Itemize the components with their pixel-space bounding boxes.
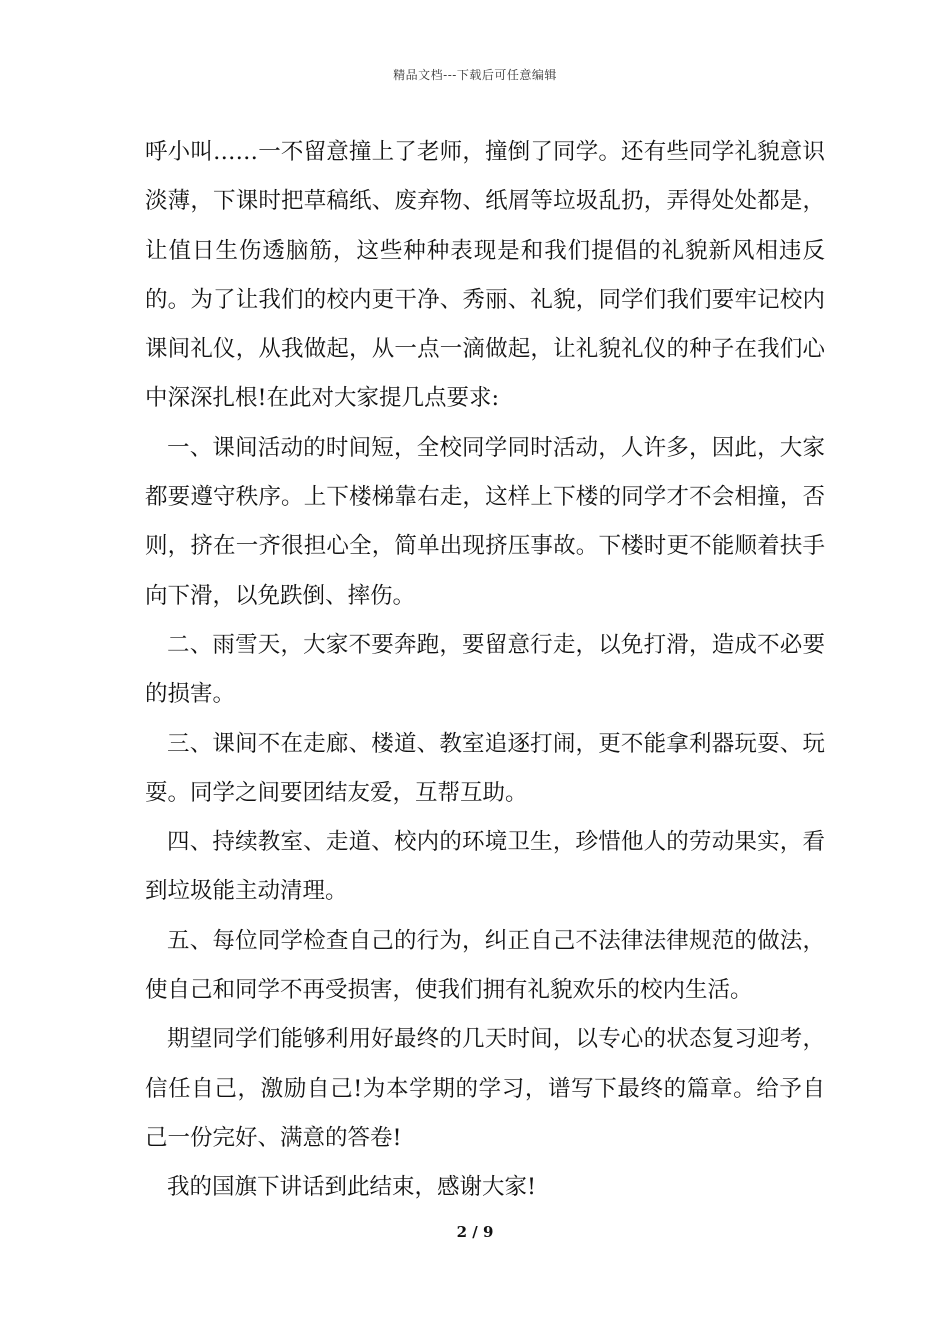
page-number: 2 / 9 [456, 1223, 494, 1241]
page-header: 精品文档---下载后可任意编辑 [393, 68, 557, 82]
paragraph-rule-2: 二、雨雪天，大家不要奔跑，要留意行走，以免打滑，造成不必要的损害。 [145, 631, 825, 708]
document-body [145, 128, 825, 1213]
paragraph-rule-5: 五、每位同学检查自己的行为，纠正自己不法律法律规范的做法，使自己和同学不再受损害，使我们拥有礼貌欢乐的校内生活。 [145, 927, 825, 1004]
paragraph-rule-1: 一、课间活动的时间短，全校同学同时活动，人许多，因此，大家都要遵守秩序。上下楼梯靠右走，这样上下楼的同学才不会相撞，否则，挤在一齐很担心全，简单出现挤压事故。下楼时更不能顺着扶手向下滑，以免跌倒、摔伤。 [145, 434, 825, 609]
paragraph-rule-3: 三、课间不在走廊、楼道、教室追逐打闹，更不能拿利器玩耍、玩耍。同学之间要团结友爱，互帮互助。 [145, 730, 825, 806]
paragraph-intro: 呼小叫……一不留意撞上了老师，撞倒了同学。还有些同学礼貌意识淡薄，下课时把草稿纸、废弃物、纸屑等垃圾乱扔，弄得处处都是，让值日生伤透脑筋，这些种种表现是和我们提倡的礼貌新风相违反的。为了让我们的校内更干净、秀丽、礼貌，同学们我们要牢记校内课间礼仪，从我做起，从一点一滴做起，让礼貌礼仪的种子在我们心中深深扎根!在此对大家提几点要求: [145, 139, 825, 412]
paragraph-closing: 我的国旗下讲话到此结束，感谢大家! [167, 1174, 537, 1201]
paragraph-rule-4: 四、持续教室、走道、校内的环境卫生，珍惜他人的劳动果实，看到垃圾能主动清理。 [145, 829, 825, 905]
paragraph-hope: 期望同学们能够利用好最终的几天时间，以专心的状态复习迎考，信任自己，激励自己!为本学期的学习，谱写下最终的篇章。给予自己一份完好、满意的答卷! [145, 1026, 825, 1151]
